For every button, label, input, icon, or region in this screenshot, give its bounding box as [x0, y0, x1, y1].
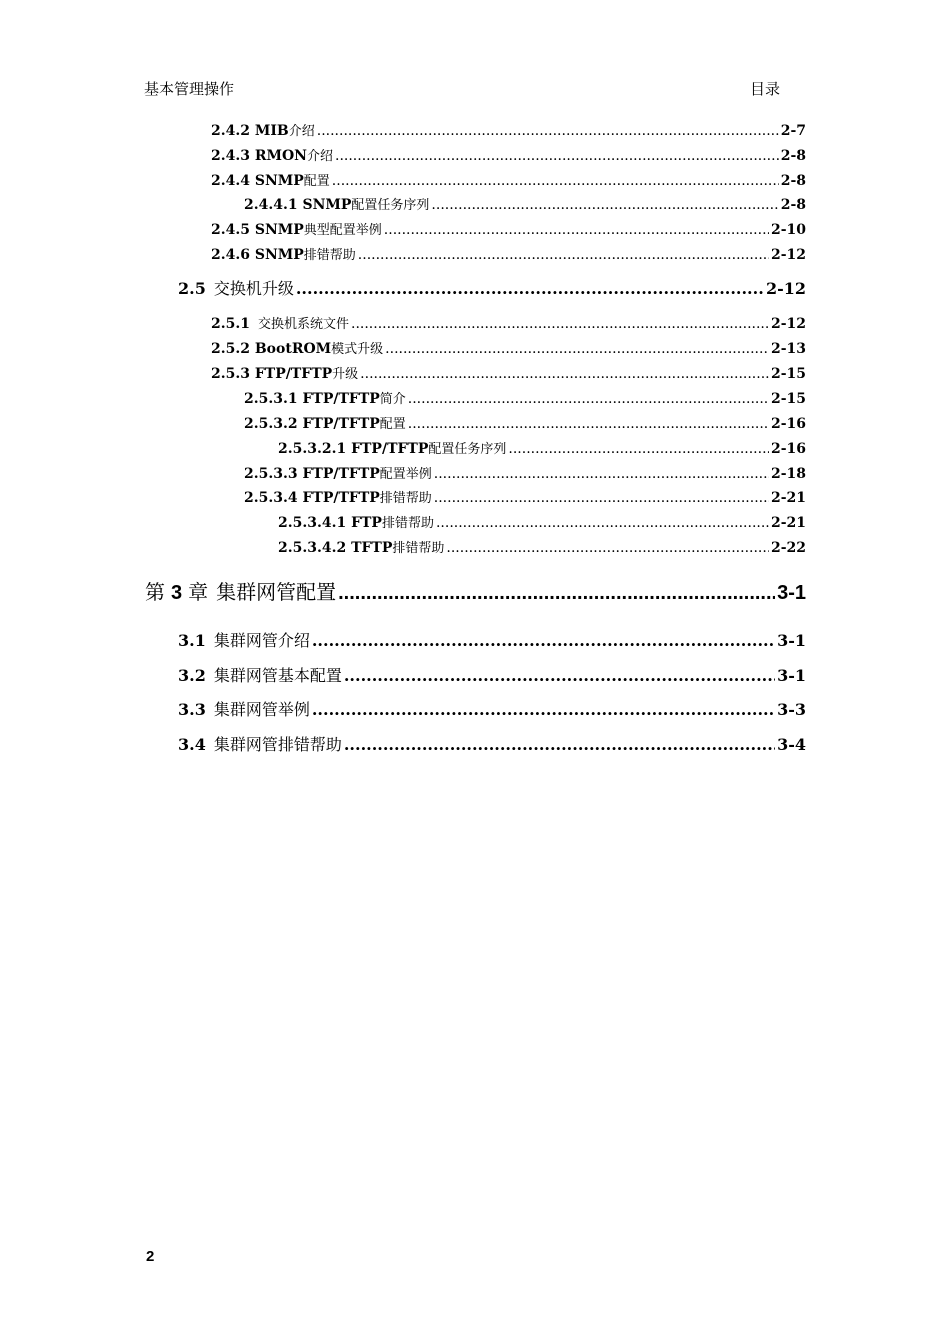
toc-entry-2-4-4[interactable]: 2.4.4 SNMP 配置 ..... 2-8 [211, 170, 806, 189]
toc-entry-2-4-2[interactable]: 2.4.2 MIB 介绍 ..... 2-7 [211, 120, 806, 139]
toc-entry-2-5-3-4-1[interactable]: 2.5.3.4.1 FTP 排错帮助 ..... 2-21 [278, 512, 806, 531]
toc-entry-2-4-4-1[interactable]: 2.4.4.1 SNMP 配置任务序列 ..... 2-8 [244, 194, 806, 213]
toc-entry-3-1[interactable]: 3.1 集群网管介绍 ..... 3-1 [178, 628, 806, 651]
toc-entry-2-4-3[interactable]: 2.4.3 RMON 介绍 ..... 2-8 [211, 145, 806, 164]
toc-entry-2-5-3-2-1[interactable]: 2.5.3.2.1 FTP/TFTP 配置任务序列 ..... 2-16 [278, 438, 806, 457]
toc-entry-2-5-3[interactable]: 2.5.3 FTP/TFTP 升级 ..... 2-15 [211, 363, 806, 382]
toc-entry-3-4[interactable]: 3.4 集群网管排错帮助 ..... 3-4 [178, 732, 806, 755]
toc-entry-2-5-3-1[interactable]: 2.5.3.1 FTP/TFTP 简介 ..... 2-15 [244, 388, 806, 407]
toc-entry-2-5-3-4[interactable]: 2.5.3.4 FTP/TFTP 排错帮助 ..... 2-21 [244, 487, 806, 506]
toc-entry-2-5-3-2[interactable]: 2.5.3.2 FTP/TFTP 配置 ..... 2-16 [244, 413, 806, 432]
toc-entry-2-5-3-4-2[interactable]: 2.5.3.4.2 TFTP 排错帮助 ..... 2-22 [278, 537, 806, 556]
toc-entry-2-4-6[interactable]: 2.4.6 SNMP 排错帮助 ..... 2-12 [211, 244, 806, 263]
toc-entry-3-2[interactable]: 3.2 集群网管基本配置 ..... 3-1 [178, 663, 806, 686]
toc-entry-3-3[interactable]: 3.3 集群网管举例 ..... 3-3 [178, 697, 806, 720]
page-number: 2 [146, 1248, 155, 1265]
running-header-section: 目录 [750, 80, 781, 98]
toc-entry-2-5[interactable]: 2.5 交换机升级 ..... 2-12 [178, 276, 806, 299]
toc-entry-2-5-1[interactable]: 2.5.1 交换机系统文件 ..... 2-12 [211, 313, 806, 332]
toc-entry-2-4-5[interactable]: 2.4.5 SNMP 典型配置举例 ..... 2-10 [211, 219, 806, 238]
running-header-title: 基本管理操作 [144, 80, 235, 98]
toc-entry-2-5-2[interactable]: 2.5.2 BootROM 模式升级 ..... 2-13 [211, 338, 806, 357]
toc-entry-chapter-3[interactable]: 第 3 章 集群网管配置 ..... 3-1 [145, 576, 806, 605]
toc-entry-2-5-3-3[interactable]: 2.5.3.3 FTP/TFTP 配置举例 ..... 2-18 [244, 463, 806, 482]
